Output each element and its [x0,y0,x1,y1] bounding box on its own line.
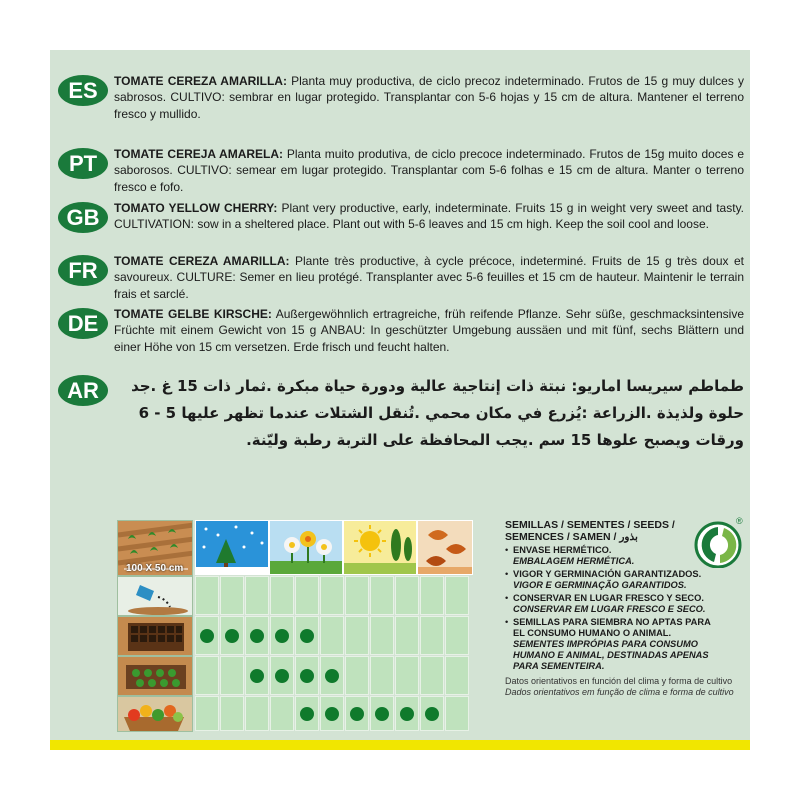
calendar-dot-transplant [300,669,314,683]
calendar-cell [270,576,294,615]
calendar-cell [195,696,219,731]
lang-badge-fr: FR [58,255,108,286]
calendar-cell [320,576,344,615]
calendar-cell [395,576,419,615]
calendar-cell [395,616,419,655]
lang-badge-pt: PT [58,148,108,179]
lang-block-pt [58,146,744,194]
calendar-cell [320,616,344,655]
calendar-cell [445,576,469,615]
lang-badge-gb: GB [58,202,108,233]
spacing-label: 100 X 50 cm [126,563,184,574]
calendar-cell [295,576,319,615]
calendar-cell [445,656,469,695]
autumn-icon [417,520,473,575]
calendar-cell [220,576,244,615]
calendar-cell [445,696,469,731]
calendar-dot-transplant [250,669,264,683]
calendar-cell [195,576,219,615]
calendar-dot-harvest [325,707,339,721]
lang-badge-es: ES [58,75,108,106]
calendar-cell [245,696,269,731]
lang-block-es [58,73,744,133]
calendar-dot-seedbed [200,629,214,643]
lang-block-gb [58,200,744,240]
lang-block-fr [58,253,744,301]
calendar-cell [370,656,394,695]
calendar-cell [220,656,244,695]
lang-block-ar [58,373,744,463]
calendar-cell [270,696,294,731]
calendar-dot-harvest [350,707,364,721]
spacing-icon [117,520,193,576]
calendar-dot-transplant [275,669,289,683]
registered-mark: ® [736,516,743,526]
calendar-cell [345,616,369,655]
calendar-cell [420,656,444,695]
seedbed-icon [117,616,193,656]
calendar-dot-harvest [400,707,414,721]
calendar-dot-seedbed [275,629,289,643]
info-title-line1: SEMILLAS / SEMENTES / SEEDS / [505,519,675,531]
calendar-dot-seedbed [250,629,264,643]
calendar-cell [370,576,394,615]
calendar-cell [445,616,469,655]
calendar-dot-seedbed [225,629,239,643]
lang-badge-ar: AR [58,375,108,406]
calendar-dot-harvest [300,707,314,721]
growing-calendar [117,520,473,732]
calendar-cell [195,656,219,695]
lang-text-gb: TOMATO YELLOW CHERRY: Plant very productive, early, indeterminate. Fruits 15 g in weight very sweet and tasty. CULTIVATION: sow in a sheltered place. Plant out with 5-6 leaves and 15 cm high. Keep the soil cool and loose. [114,201,745,232]
info-item: • SEMILLAS PARA SIEMBRA NO APTAS PARA EL CONSUMO HUMANO O ANIMAL. SEMENTES IMPRÓPIAS PARA CONSUMO HUMANO E ANIMAL, DESTINADAS APENAS PARA SEMENTEIRA. [505,617,718,672]
summer-icon [343,520,417,575]
winter-icon [195,520,269,575]
lang-text-de: TOMATE GELBE KIRSCHE: Außergewöhnlich ertragreiche, früh reifende Pflanze. Sehr süße, geschmacksintensive Früchte mit einem Gewicht von 15 g ANBAU: In geschützter Umgebung aussäen und mit fünf, sechs Blättern und einer Höhe von 15 cm versetzen. Erde frisch und feucht halten. [114,307,744,354]
lang-text-ar: طماطم سيريسا اماريو: نبتة ذات إنتاجية عالية ودورة حياة مبكرة .ثمار ذات 15 غ .جد حلوة ولذيذة .الزراعة :يُزرع في مكان محمي .تُنقل الشتلات عندما تظهر عليها 5 - 6 ورقات ويصبح علوها 15 سم .يجب المحافظة على التربة رطبة وليّنة. [131,377,744,449]
sowing-icon [117,576,193,616]
spring-icon [269,520,343,575]
info-note: Datos orientativos en función del clima y forma de cultivo Dados orientativos em função de clima e forma de cultivo [505,676,734,697]
calendar-cell [370,616,394,655]
harvest-icon [117,696,193,732]
lang-text-fr: TOMATE CEREZA AMARILLA: Plante très productive, à cycle précoce, indeterminé. Fruits de 15 g très doux et savoureux. CULTURE: Semer en lieu protégé. Transplanter avec 5-6 feuilles et 15 cm de hauteur. Maintenir le terrain frais et sarclé. [114,254,744,301]
calendar-cell [420,576,444,615]
calendar-dot-transplant [325,669,339,683]
calendar-cell [345,576,369,615]
lang-text-pt: TOMATE CEREJA AMARELA: Planta muito produtiva, de ciclo precoce indeterminado. Frutos de 15g muito doces e saborosos. CULTIVO: semear em lugar protegido. Transplantar com 5-6 folhas e 15 cm de altura. Manter o terreno fresco e fofo. [114,147,744,194]
lang-text-es: TOMATE CEREZA AMARILLA: Planta muy productiva, de ciclo precoz indeterminado. Frutos de 15 g muy dulces y sabrosos. CULTIVO: sembrar en lugar protegido. Transplantar con 5-6 hojas y 15 cm de altura. Mantener el terreno fresco y mullido. [114,74,744,121]
info-item: • VIGOR Y GERMINACIÓN GARANTIZADOS. VIGOR E GERMINAÇÃO GARANTIDOS. [505,569,740,591]
info-item: • ENVASE HERMÉTICO. EMBALAGEM HERMÉTICA. [505,545,740,567]
calendar-cell [245,576,269,615]
calendar-cell [345,656,369,695]
lang-badge-de: DE [58,308,108,339]
recycle-logo-icon [694,518,744,568]
yellow-bottom-strip [50,740,750,750]
calendar-cell [220,696,244,731]
calendar-dot-seedbed [300,629,314,643]
calendar-cell [395,656,419,695]
info-item: • CONSERVAR EN LUGAR FRESCO Y SECO. CONSERVAR EM LUGAR FRESCO E SECO. [505,593,740,615]
lang-block-de [58,306,744,361]
calendar-dot-harvest [425,707,439,721]
calendar-cell [420,616,444,655]
transplant-icon [117,656,193,696]
info-title-line2: SEMENCES / SAMEN / بذور [505,531,638,543]
calendar-dot-harvest [375,707,389,721]
